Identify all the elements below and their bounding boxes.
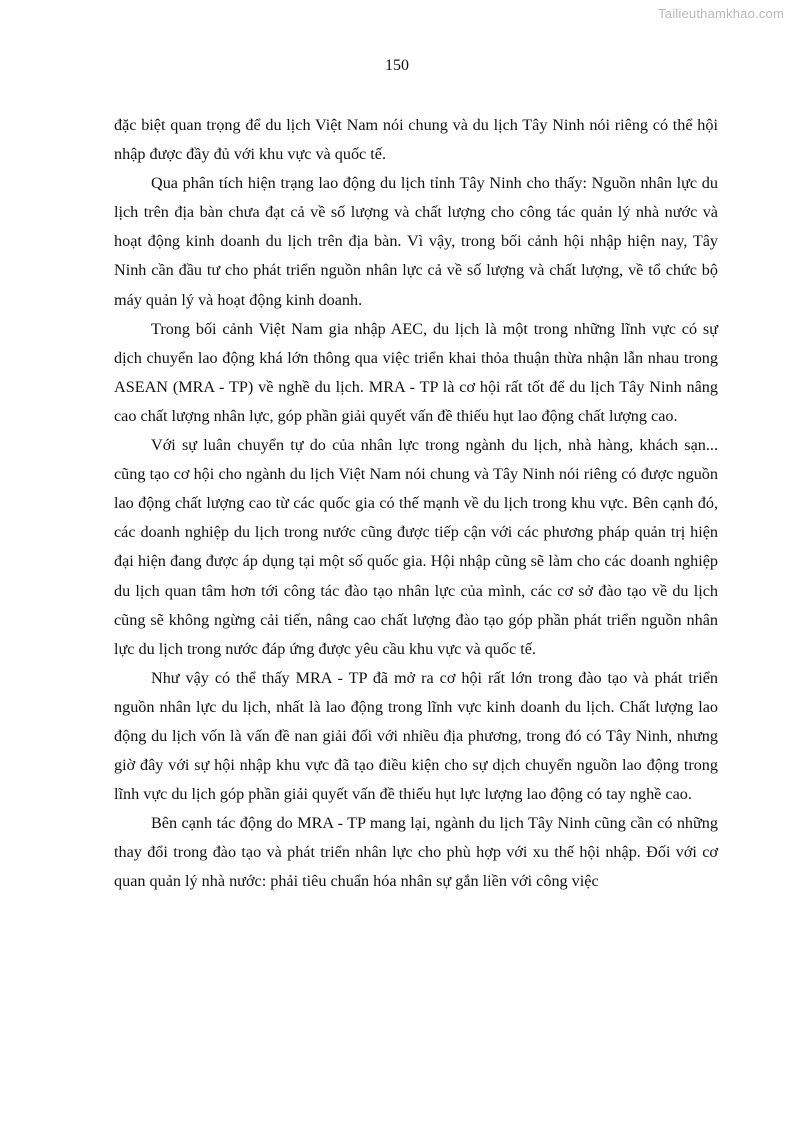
page-number: 150 [385,57,409,74]
paragraph: Như vậy có thể thấy MRA - TP đã mở ra cơ hội rất lớn trong đào tạo và phát triển nguồn nhân lực du lịch, nhất là lao động trong lĩnh vực kinh doanh du lịch. Chất lượng lao động du lịch vốn là vấn đề nan giải đối với nhiều địa phương, trong đó có Tây Ninh, nhưng giờ đây với sự hội nhập khu vực đã tạo điều kiện cho sự dịch chuyển nguồn lao động trong lĩnh vực du lịch góp phần giải quyết vấn đề thiếu hụt lực lượng lao động có tay nghề cao. [114,668,718,804]
document-body [114,111,718,897]
paragraph: Với sự luân chuyển tự do của nhân lực trong ngành du lịch, nhà hàng, khách sạn... cũng tạo cơ hội cho ngành du lịch Việt Nam nói chung và Tây Ninh nói riêng có được nguồn lao động chất lượng cao từ các quốc gia có thế mạnh về du lịch trong khu vực. Bên cạnh đó, các doanh nghiệp du lịch trong nước cũng được tiếp cận với các phương pháp quản trị hiện đại hiện đang được áp dụng tại một số quốc gia. Hội nhập cũng sẽ làm cho các doanh nghiệp du lịch quan tâm hơn tới công tác đào tạo nhân lực của mình, các cơ sở đào tạo về du lịch cũng sẽ không ngừng cải tiến, nâng cao chất lượng đào tạo góp phần phát triển nguồn nhân lực du lịch trong nước đáp ứng được yêu cầu khu vực và quốc tế. [114,436,718,658]
paragraph: Bên cạnh tác động do MRA - TP mang lại, ngành du lịch Tây Ninh cũng cần có những thay đổi trong đào tạo và phát triển nhân lực cho phù hợp với xu thế hội nhập. Đối với cơ quan quản lý nhà nước: phải tiêu chuẩn hóa nhân sự gắn liền với công việc [114,814,718,891]
watermark-text: Tailieuthamkhao.com [658,6,784,21]
paragraph: Trong bối cảnh Việt Nam gia nhập AEC, du lịch là một trong những lĩnh vực có sự dịch chuyển lao động khá lớn thông qua việc triển khai thỏa thuận thừa nhận lẫn nhau trong ASEAN (MRA - TP) về nghề du lịch. MRA - TP là cơ hội rất tốt để du lịch Tây Ninh nâng cao chất lượng nhân lực, góp phần giải quyết vấn đề thiếu hụt lao động chất lượng cao. [114,319,718,425]
paragraph: Qua phân tích hiện trạng lao động du lịch tỉnh Tây Ninh cho thấy: Nguồn nhân lực du lịch trên địa bàn chưa đạt cả về số lượng và chất lượng cho công tác quản lý nhà nước và hoạt động kinh doanh du lịch trên địa bàn. Vì vậy, trong bối cảnh hội nhập hiện nay, Tây Ninh cần đầu tư cho phát triển nguồn nhân lực cả về số lượng và chất lượng, về tổ chức bộ máy quản lý và hoạt động kinh doanh. [114,174,718,309]
paragraph-continuation: đặc biệt quan trọng để du lịch Việt Nam nói chung và du lịch Tây Ninh nói riêng có thể hội nhập được đầy đủ với khu vực và quốc tế. [114,116,718,164]
